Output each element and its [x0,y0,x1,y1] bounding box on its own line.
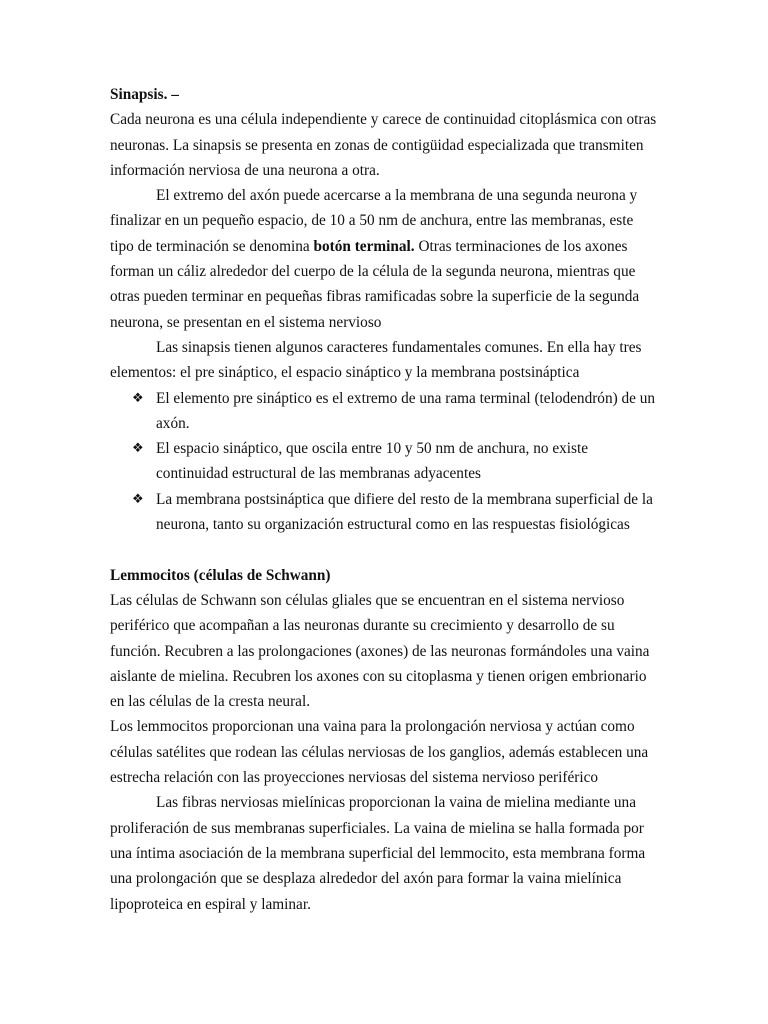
paragraph: Las sinapsis tienen algunos caracteres fundamentales comunes. En ella hay tres elementos: el pre sináptico, el espacio sináptico y la membrana postsináptica [110,338,642,382]
bullet-list [110,386,658,538]
section-heading-sinapsis: Sinapsis. – [110,86,179,103]
paragraph: Las fibras nerviosas mielínicas proporcionan la vaina de mielina mediante una proliferación de sus membranas superficiales. La vaina de mielina se halla formada por una íntima asociación de la membrana superficial del lemmocito, esta membrana forma una prolongación que se desplaza alrededor del axón para formar la vaina mielínica lipoproteica en espiral y laminar. [110,794,646,913]
spacer [110,537,658,562]
list-item-text: El espacio sináptico, que oscila entre 10 y 50 nm de anchura, no existe continuidad estructural de las membranas adyacentes [156,440,589,483]
diamond-bullet-icon: ❖ [132,441,144,457]
paragraph-text: El extremo del axón puede acercarse a la membrana de una segunda neurona y finalizar en un pequeño espacio, de 10 a 50 nm de anchura, entre las membranas, este tipo de terminación se denomina [110,187,638,255]
paragraph: Cada neurona es una célula independiente y carece de continuidad citoplásmica con otras neuronas. La sinapsis se presenta en zonas de contigüidad especializada que transmiten información nerviosa de una neurona a otra. [110,111,657,179]
list-item [110,436,658,487]
diamond-bullet-icon: ❖ [132,491,144,507]
bold-term: botón terminal. [313,237,415,255]
diamond-bullet-icon: ❖ [132,390,144,406]
paragraph-text: Otras terminaciones de los axones forman un cáliz alrededor del cuerpo de la célula de la segunda neurona, mientras que otras pueden terminar en pequeñas fibras ramificadas sobre la superficie de la segunda neurona, se presentan en el sistema nervioso [110,237,640,331]
list-item-text: El elemento pre sináptico es el extremo de una rama terminal (telodendrón) de un axón. [156,389,656,432]
paragraph [110,183,658,335]
section-heading-lemmocitos: Lemmocitos (células de Schwann) [110,566,331,584]
paragraph: Las células de Schwann son células gliales que se encuentran en el sistema nervioso periférico que acompañan a las neuronas durante su crecimiento y desarrollo de su función. Recubren a las prolongaciones (axones) de las neuronas formándoles una vaina aislante de mielina. Recubren los axones con su citoplasma y tienen origen embrionario en las células de la cresta neural. [110,591,650,711]
list-item-text: La membrana postsináptica que difiere del resto de la membrana superficial de la neurona, tanto su organización estructural como en las respuestas fisiológicas [156,490,653,534]
paragraph: Los lemmocitos proporcionan una vaina para la prolongación nerviosa y actúan como células satélites que rodean las células nerviosas de los ganglios, además establecen una estrecha relación con las proyecciones nerviosas del sistema nervioso periférico [110,718,649,787]
list-item [110,386,658,437]
list-item [110,487,658,538]
